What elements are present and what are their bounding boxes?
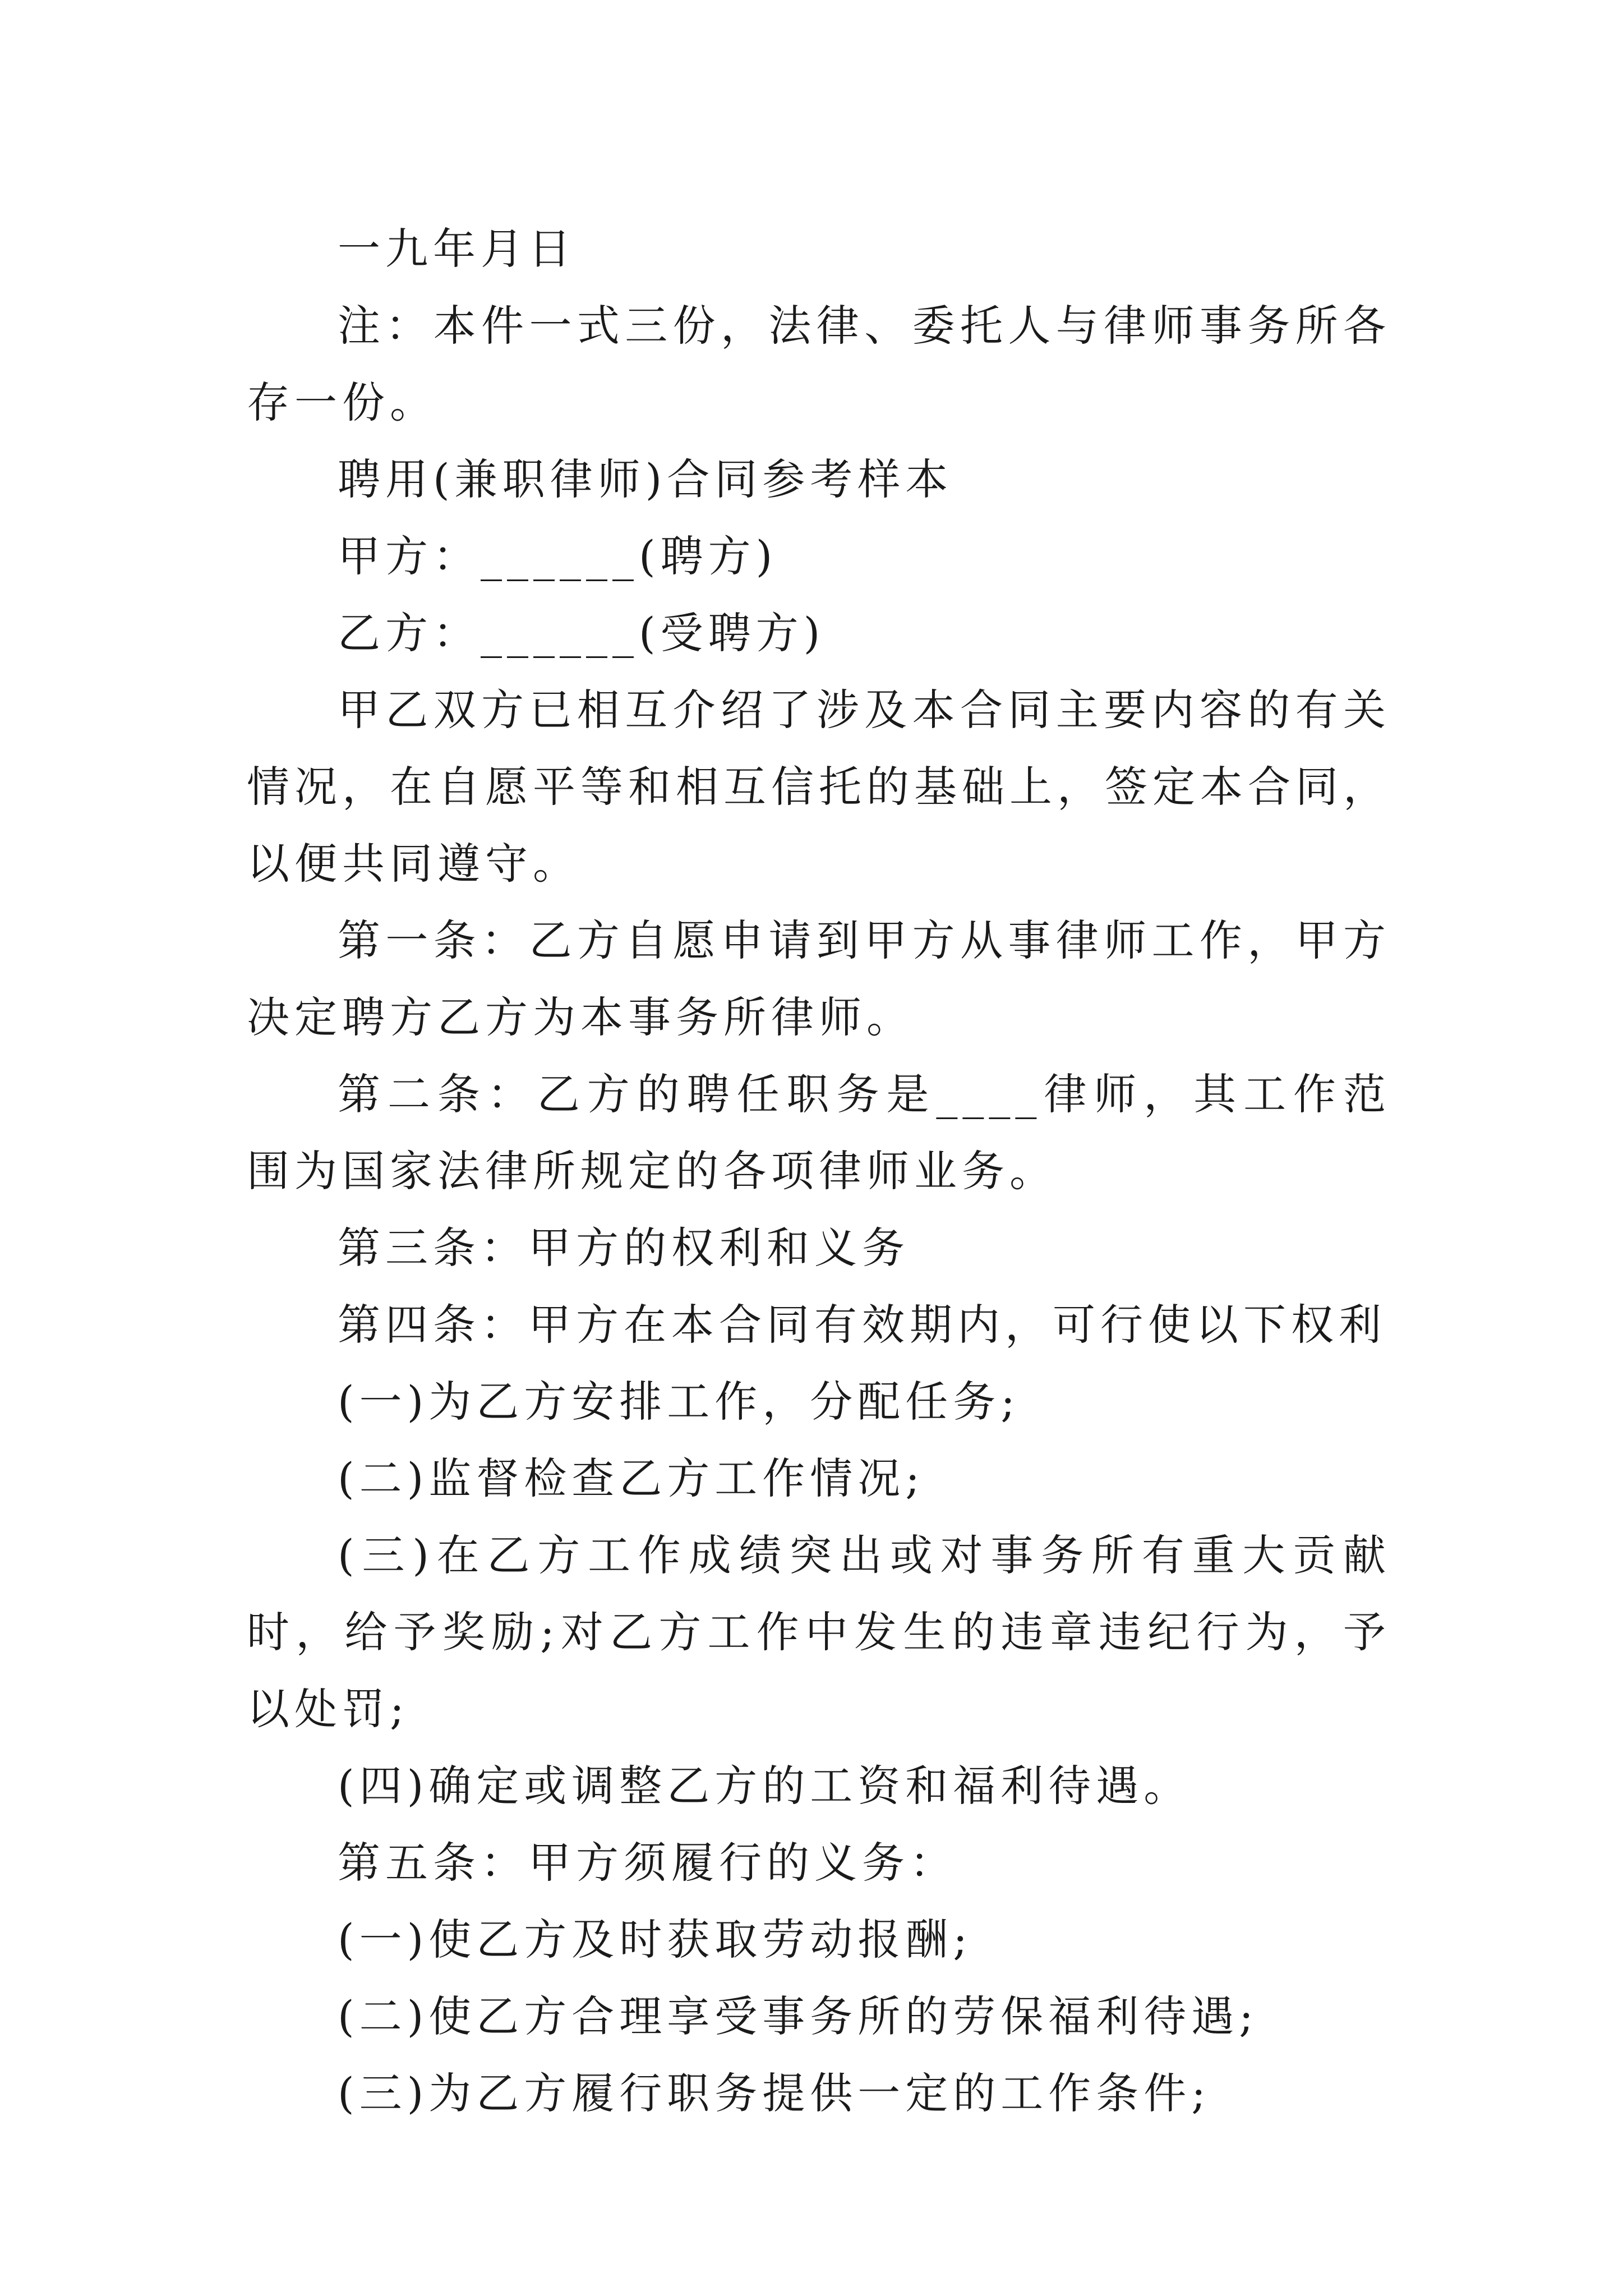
note-paragraph: 注：本件一式三份，法律、委托人与律师事务所各存一份。 — [247, 301, 1391, 427]
article-4-item-2: (二)监督检查乙方工作情况; — [338, 1453, 925, 1503]
article-4-item-3: (三)在乙方工作成绩突出或对事务所有重大贡献时，给予奖励;对乙方工作中发生的违章违纪行为，予以处罚; — [247, 1530, 1391, 1734]
date-line: 一九年月日 — [338, 224, 576, 274]
contract-title: 聘用(兼职律师)合同参考样本 — [338, 454, 953, 504]
article-5-item-2: (二)使乙方合理享受事务所的劳保福利待遇; — [338, 1991, 1258, 2041]
article-4-item-1: (一)为乙方安排工作，分配任务; — [338, 1377, 1020, 1427]
article-4-item-4: (四)确定或调整乙方的工资和福利待遇。 — [338, 1761, 1192, 1811]
article-2: 第二条：乙方的聘任职务是____律师，其工作范围为国家法律所规定的各项律师业务。 — [247, 1069, 1391, 1196]
party-b-line: 乙方：______(受聘方) — [338, 608, 826, 658]
article-1: 第一条：乙方自愿申请到甲方从事律师工作，甲方决定聘方乙方为本事务所律师。 — [247, 915, 1391, 1042]
document-body — [247, 210, 1391, 2132]
article-5-item-1: (一)使乙方及时获取劳动报酬; — [338, 1915, 972, 1964]
article-5-item-3: (三)为乙方履行职务提供一定的工作条件; — [338, 2068, 1211, 2118]
article-3: 第三条：甲方的权利和义务 — [338, 1223, 910, 1273]
preamble-paragraph: 甲乙双方已相互介绍了涉及本合同主要内容的有关情况，在自愿平等和相互信托的基础上，签定本合同，以便共同遵守。 — [247, 685, 1391, 889]
party-a-line: 甲方：______(聘方) — [338, 531, 778, 581]
article-4: 第四条：甲方在本合同有效期内，可行使以下权利 — [338, 1300, 1386, 1350]
article-5: 第五条：甲方须履行的义务： — [338, 1838, 957, 1888]
